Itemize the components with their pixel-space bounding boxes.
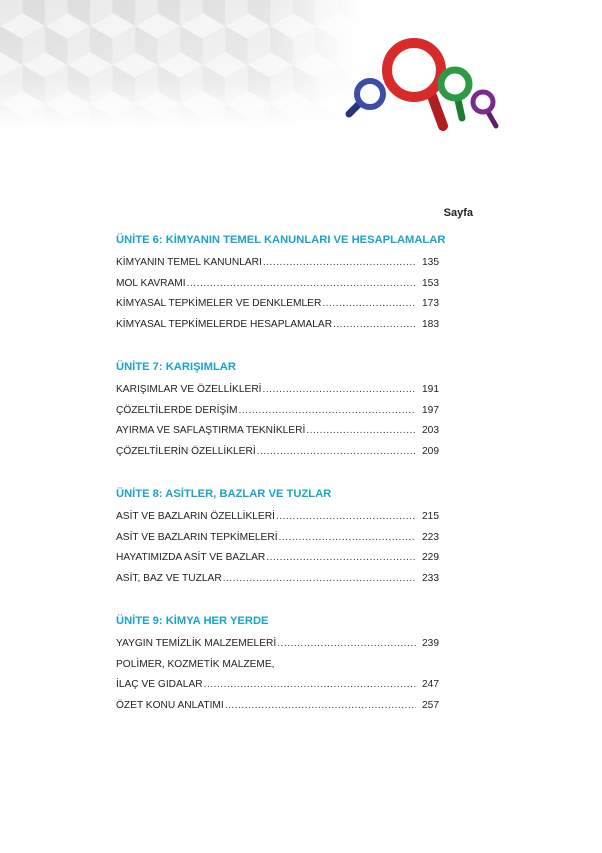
toc-entry[interactable] [116,655,439,676]
page-column-label: Sayfa [443,207,473,219]
purple-magnifier-icon [473,92,496,126]
toc-entry[interactable] [116,315,439,336]
dot-leader [276,507,416,528]
toc-entry[interactable] [116,507,439,528]
dot-leader [322,294,416,315]
entry-label: ÖZET KONU ANLATIMI [116,699,224,711]
magnifying-glasses-logo [340,28,515,143]
page-number: 135 [422,257,439,268]
page-number: 223 [422,531,439,543]
entry-label: POLİMER, KOZMETİK MALZEME, [116,658,275,670]
dot-leader [277,634,416,655]
page-number: 233 [422,572,439,584]
dot-leader [306,421,416,442]
entry-label: ÇÖZELTİLERDE DERİŞİM [116,404,238,416]
page-number: 197 [422,404,439,416]
toc-entry[interactable] [116,569,439,590]
unit-section [116,486,439,589]
entry-label: KİMYASAL TEPKİMELERDE HESAPLAMALAR [116,318,333,330]
entry-label: KİMYASAL TEPKİMELER VE DENKLEMLER [116,298,322,309]
table-of-contents [116,232,446,740]
page-number: 173 [422,298,439,309]
page-number: 191 [422,384,439,395]
page-number: 239 [422,638,439,649]
green-magnifier-icon [441,70,469,118]
toc-entry[interactable] [116,528,439,549]
entry-label: ASİT VE BAZLARIN ÖZELLİKLERİ [116,511,275,522]
entry-label: ASİT, BAZ VE TUZLAR [116,572,222,584]
entry-label: ASİT VE BAZLARIN TEPKİMELERİ [116,531,278,543]
dot-leader [279,528,416,549]
toc-entry[interactable] [116,696,439,717]
page-number: 229 [422,552,439,563]
dot-leader [204,675,416,696]
entry-label: YAYGIN TEMİZLİK MALZEMELERİ [116,638,277,649]
unit-title: ÜNİTE 9: KİMYA HER YERDE [116,615,269,627]
unit-section [116,232,446,335]
toc-entry[interactable] [116,401,439,422]
entry-label: KİMYANIN TEMEL KANUNLARI [116,257,262,268]
page-number: 257 [422,699,439,711]
toc-entry[interactable] [116,442,439,463]
toc-entry[interactable] [116,548,439,569]
entry-label: HAYATIMIZDA ASİT VE BAZLAR [116,552,266,563]
entry-label: KARIŞIMLAR VE ÖZELLİKLERİ [116,384,262,395]
page-number: 247 [422,679,439,690]
entry-label: MOL KAVRAMI [116,277,186,289]
unit-title: ÜNİTE 8: ASİTLER, BAZLAR VE TUZLAR [116,488,332,500]
toc-entry[interactable] [116,675,439,696]
page-number: 209 [422,445,439,457]
page-number: 183 [422,318,439,330]
entry-label: ÇÖZELTİLERİN ÖZELLİKLERİ [116,445,256,457]
page-number: 153 [422,277,439,289]
dot-leader [257,442,416,463]
red-magnifier-icon [387,43,443,126]
dot-leader [239,401,416,422]
toc-entry[interactable] [116,294,439,315]
dot-leader [266,548,416,569]
cube-pattern [0,0,360,130]
entry-label: AYIRMA VE SAFLAŞTIRMA TEKNİKLERİ [116,425,306,436]
unit-title: ÜNİTE 6: KİMYANIN TEMEL KANUNLARI VE HESAPLAMALAR [116,234,446,246]
unit-title: ÜNİTE 7: KARIŞIMLAR [116,361,236,373]
page-number: 215 [422,511,439,522]
page-number: 203 [422,425,439,436]
unit-section [116,613,439,716]
toc-entry[interactable] [116,274,439,295]
toc-entry[interactable] [116,421,439,442]
toc-entry[interactable] [116,634,439,655]
toc-entry[interactable] [116,380,439,401]
unit-section [116,359,439,462]
dot-leader [187,274,416,295]
navy-magnifier-icon [349,81,383,114]
dot-leader [223,569,416,590]
dot-leader [263,253,416,274]
dot-leader [225,696,416,717]
dot-leader [263,380,416,401]
toc-entry[interactable] [116,253,439,274]
dot-leader [333,315,416,336]
entry-label: İLAÇ VE GIDALAR [116,679,203,690]
